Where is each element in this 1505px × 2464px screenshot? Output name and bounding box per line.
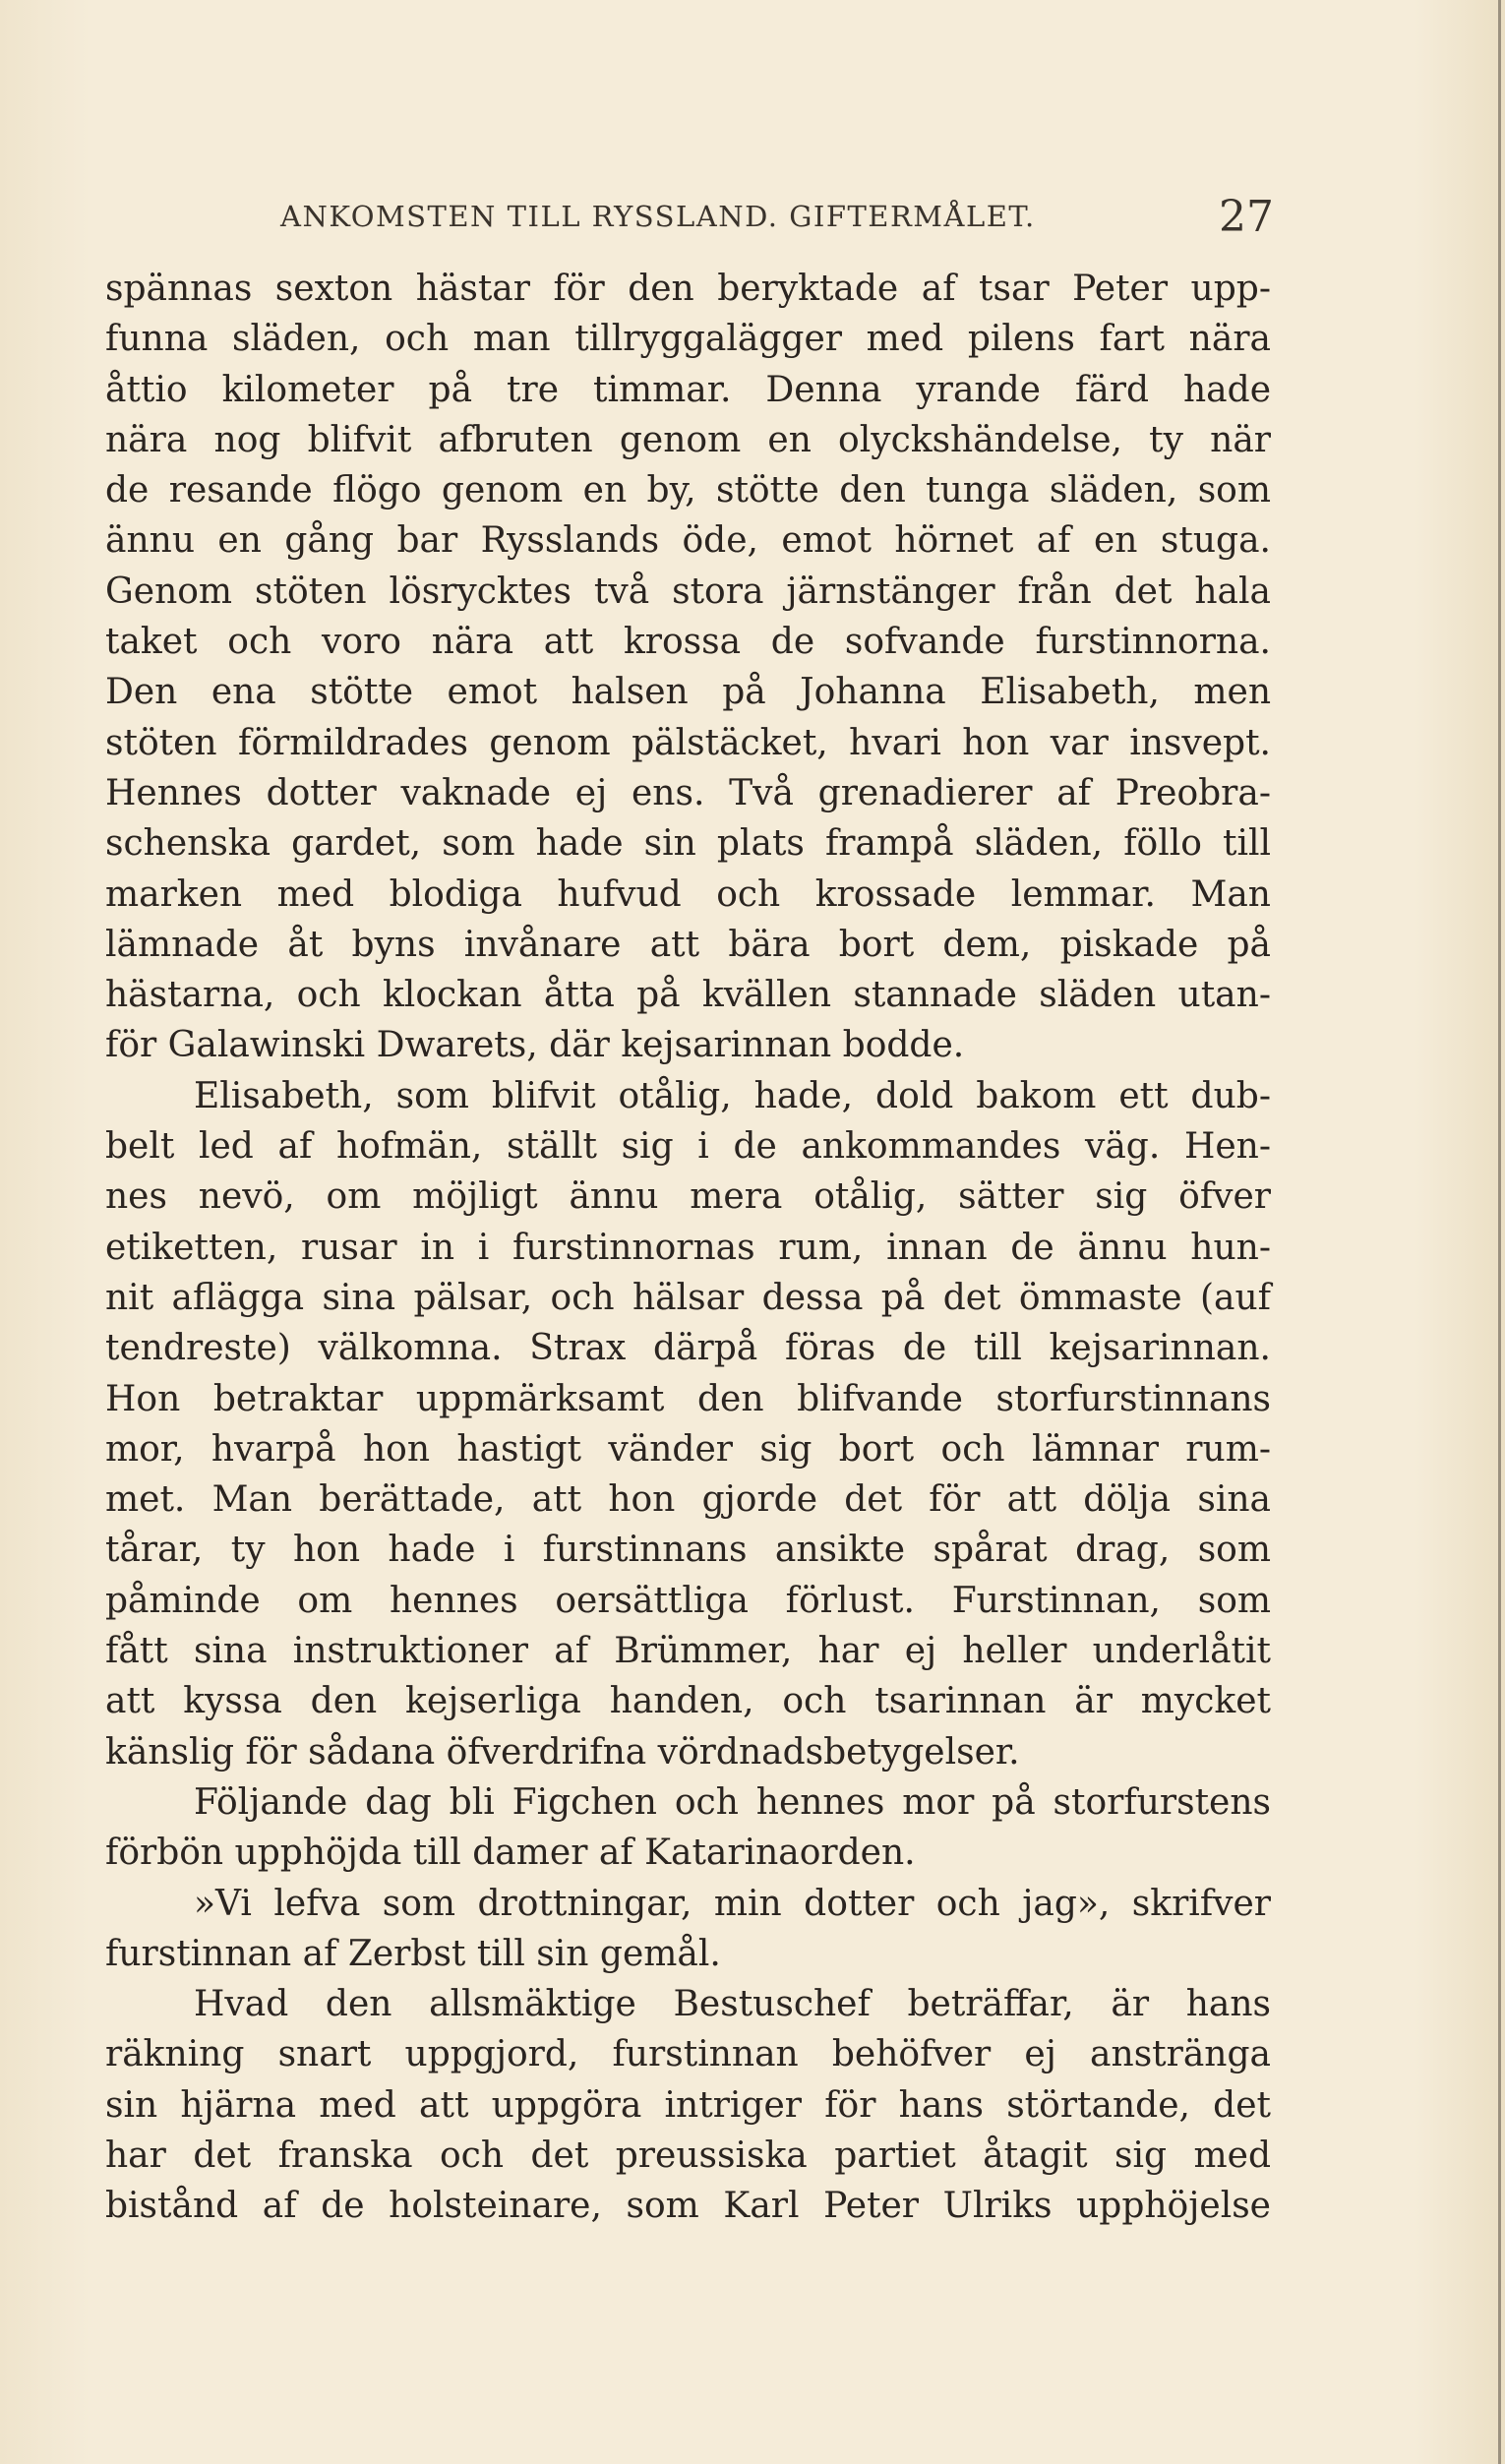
text-line: Genom stöten lösrycktes två stora järnstänger från det hala xyxy=(105,571,1271,612)
page-number: 27 xyxy=(1219,192,1274,242)
text-line: tårar, ty hon hade i furstinnans ansikte spårat drag, som xyxy=(105,1530,1271,1571)
body-text xyxy=(105,264,1271,2232)
text-line: räkning snart uppgjord, furstinnan behöfver ej anstränga xyxy=(105,2034,1271,2075)
text-line: lämnade åt byns invånare att bära bort dem, piskade på xyxy=(105,924,1271,965)
text-line: för Galawinski Dwarets, där kejsarinnan bodde. xyxy=(105,1025,965,1066)
text-line: fått sina instruktioner af Brümmer, har ej heller underlåtit xyxy=(105,1631,1271,1672)
text-line: ännu en gång bar Rysslands öde, emot hörnet af en stuga. xyxy=(105,520,1271,562)
text-line: de resande flögo genom en by, stötte den tunga släden, som xyxy=(105,470,1271,511)
page-header xyxy=(280,192,1274,243)
text-line: bistånd af de holsteinare, som Karl Peter Ulriks upphöjelse xyxy=(105,2186,1271,2227)
text-line: met. Man berättade, att hon gjorde det för att dölja sina xyxy=(105,1479,1271,1521)
text-line: mor, hvarpå hon hastigt vänder sig bort och lämnar rum- xyxy=(105,1428,1271,1470)
text-line: belt led af hofmän, ställt sig i de ankommandes väg. Hen- xyxy=(105,1126,1271,1168)
text-line: taket och voro nära att krossa de sofvande furstinnorna. xyxy=(105,622,1271,663)
text-line: sin hjärna med att uppgöra intriger för hans störtande, det xyxy=(105,2084,1271,2126)
text-line: Hennes dotter vaknade ej ens. Två grenadierer af Preobra- xyxy=(105,772,1271,813)
text-line: förbön upphöjda till damer af Katarinaorden. xyxy=(105,1833,916,1874)
text-line: påminde om hennes oersättliga förlust. Furstinnan, som xyxy=(105,1580,1271,1621)
text-line: marken med blodiga hufvud och krossade lemmar. Man xyxy=(105,873,1271,915)
text-line: känslig för sådana öfverdrifna vördnadsbetygelser. xyxy=(105,1731,1020,1773)
text-line: Hvad den allsmäktige Bestuschef beträffar, är hans xyxy=(194,1984,1271,2025)
text-line: åttio kilometer på tre timmar. Denna yrande färd hade xyxy=(105,369,1271,410)
text-line: Hon betraktar uppmärksamt den blifvande storfurstinnans xyxy=(105,1378,1271,1419)
text-line: Den ena stötte emot halsen på Johanna Elisabeth, men xyxy=(105,672,1271,713)
text-line: att kyssa den kejserliga handen, och tsarinnan är mycket xyxy=(105,1681,1271,1722)
text-line: stöten förmildrades genom pälstäcket, hvari hon var insvept. xyxy=(105,722,1271,763)
text-line: »Vi lefva som drottningar, min dotter och jag», skrifver xyxy=(194,1883,1271,1924)
running-head: ANKOMSTEN TILL RYSSLAND. GIFTERMÅLET. xyxy=(280,200,1036,233)
text-line: etiketten, rusar in i furstinnornas rum, innan de ännu hun- xyxy=(105,1227,1271,1268)
text-line: furstinnan af Zerbst till sin gemål. xyxy=(105,1933,721,1974)
text-line: nes nevö, om möjligt ännu mera otålig, sätter sig öfver xyxy=(105,1176,1271,1218)
text-line: hästarna, och klockan åtta på kvällen stannade släden utan- xyxy=(105,975,1271,1016)
text-line: Följande dag bli Figchen och hennes mor på storfurstens xyxy=(194,1781,1271,1823)
page-edge xyxy=(1498,0,1501,2464)
text-line: schenska gardet, som hade sin plats frampå släden, föllo till xyxy=(105,823,1271,865)
text-line: har det franska och det preussiska partiet åtagit sig med xyxy=(105,2134,1271,2176)
text-line: funna släden, och man tillryggalägger med pilens fart nära xyxy=(105,319,1271,360)
text-line: Elisabeth, som blifvit otålig, hade, dold bakom ett dub- xyxy=(194,1075,1271,1116)
text-line: nära nog blifvit afbruten genom en olyckshändelse, ty när xyxy=(105,419,1271,460)
text-line: tendreste) välkomna. Strax därpå föras de till kejsarinnan. xyxy=(105,1328,1271,1369)
text-line: nit aflägga sina pälsar, och hälsar dessa på det ömmaste (auf xyxy=(105,1277,1271,1318)
text-line: spännas sexton hästar för den beryktade af tsar Peter upp- xyxy=(105,269,1271,309)
